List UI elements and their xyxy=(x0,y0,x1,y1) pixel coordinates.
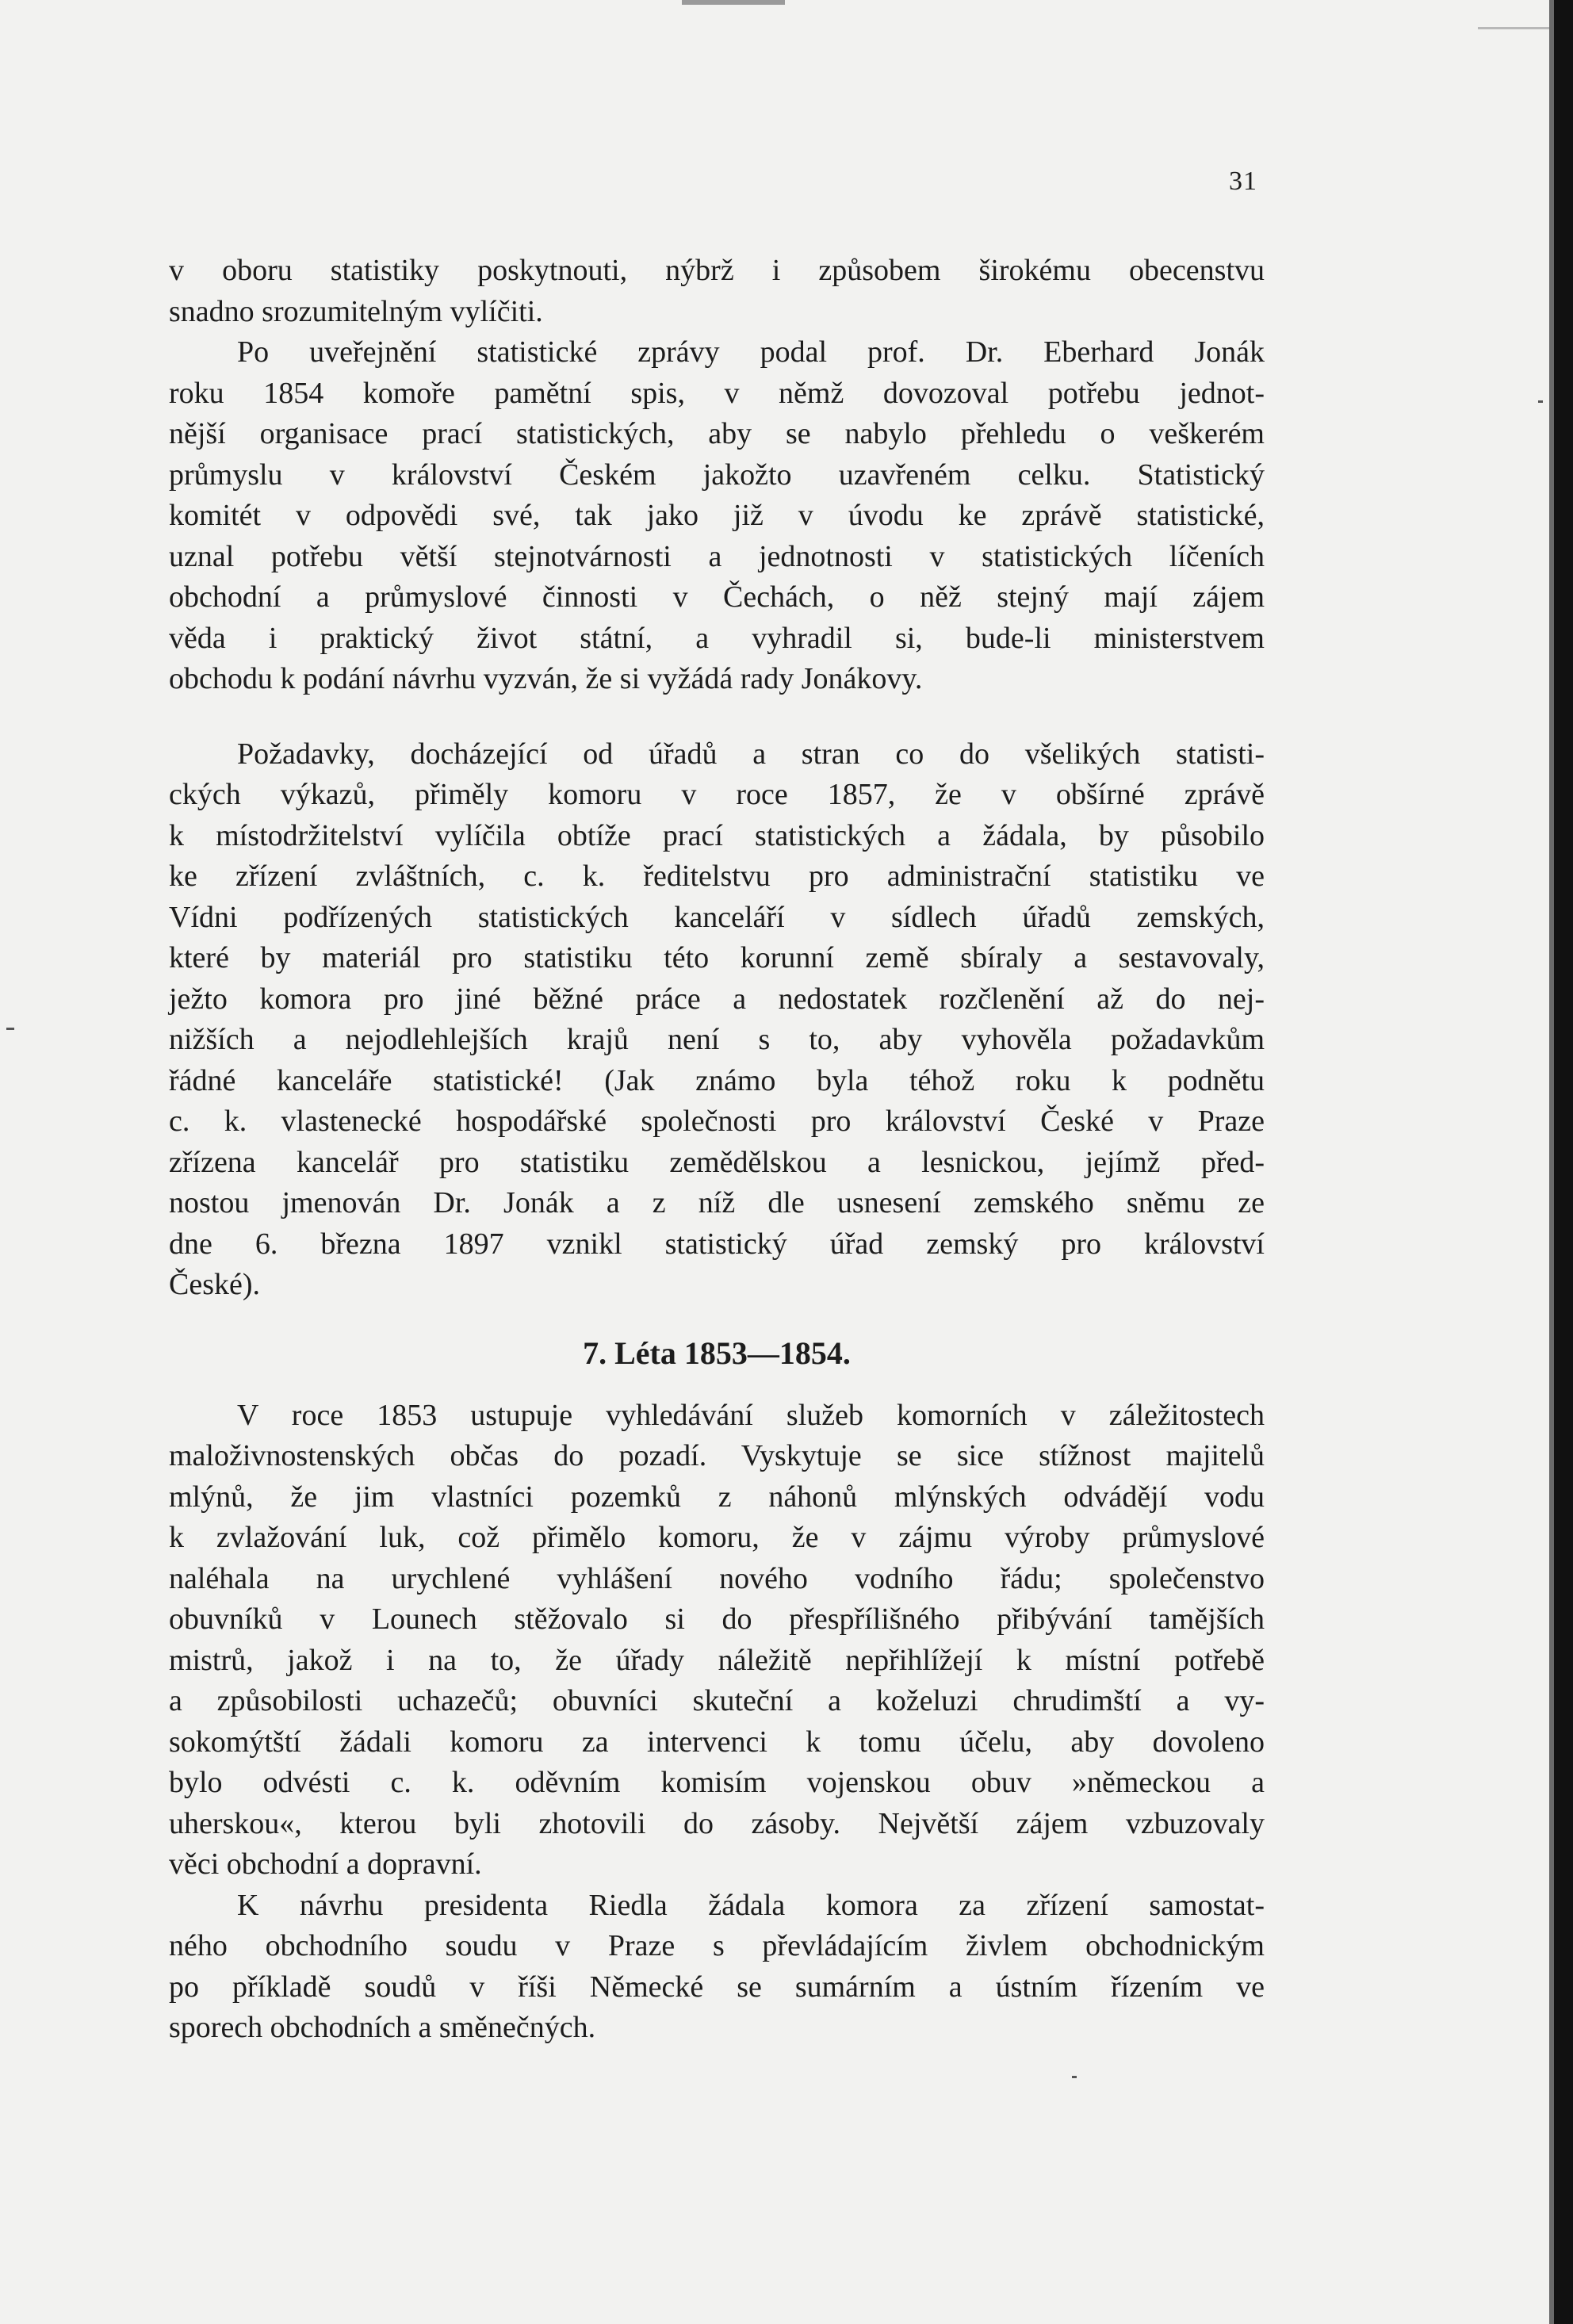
text-line: komitét v odpovědi své, tak jako již v úvodu ke zprávě statistické, xyxy=(169,499,1265,532)
scan-speck xyxy=(6,1028,14,1030)
text-line: K návrhu presidenta Riedla žádala komora za zřízení samostat- xyxy=(237,1888,1265,1922)
paragraph-spacer xyxy=(169,700,1265,734)
page-number: 31 xyxy=(1229,167,1257,196)
text-line: v oboru statistiky poskytnouti, nýbrž i způsobem širokému obecenstvu xyxy=(169,254,1265,287)
text-line: ke zřízení zvláštních, c. k. ředitelstvu pro administrační statistiku ve xyxy=(169,860,1265,893)
text-line: nostou jmenován Dr. Jonák a z níž dle usnesení zemského sněmu ze xyxy=(169,1186,1265,1219)
text-line: obchodu k podání návrhu vyzván, že si vyžádá rady Jonákovy. xyxy=(169,662,923,695)
section-spacer xyxy=(169,1306,1265,1332)
text-line: po příkladě soudů v říši Německé se sumárním a ústním řízením ve xyxy=(169,1970,1265,2004)
text-line: roku 1854 komoře pamětní spis, v němž dovozoval potřebu jednot- xyxy=(169,376,1265,410)
scan-edge-top-right xyxy=(1478,27,1549,29)
text-line: uznal potřebu větší stejnotvárnosti a jednotnosti v statistických líčeních xyxy=(169,539,1265,573)
text-line: řádné kanceláře statistické! (Jak známo byla téhož roku k podnětu xyxy=(169,1063,1265,1097)
text-line: ckých výkazů, přiměly komoru v roce 1857, že v obšírné zprávě xyxy=(169,778,1265,811)
section-heading: 7. Léta 1853—1854. xyxy=(583,1334,851,1371)
text-line: k zvlažování luk, což přimělo komoru, že v zájmu výroby průmyslové xyxy=(169,1521,1265,1554)
text-line: bylo odvésti c. k. oděvním komisím vojenskou obuv »německou a xyxy=(169,1766,1265,1799)
text-line: průmyslu v království Českém jakožto uzavřeném celku. Statistický xyxy=(169,458,1265,492)
text-line: uherskou«, kterou byli zhotovili do zásoby. Největší zájem vzbuzovaly xyxy=(169,1806,1265,1840)
text-line: zřízena kancelář pro statistiku zemědělskou a lesnickou, jejímž před- xyxy=(169,1145,1265,1179)
text-line: ného obchodního soudu v Praze s převládajícím živlem obchodnickým xyxy=(169,1929,1265,1962)
text-line: Po uveřejnění statistické zprávy podal prof. Dr. Eberhard Jonák xyxy=(237,335,1265,369)
text-line: obuvníků v Lounech stěžovalo si do přespřílišného přibývání tamějších xyxy=(169,1602,1265,1636)
text-line: snadno srozumitelným vylíčiti. xyxy=(169,294,543,328)
text-line: ježto komora pro jiné běžné práce a nedostatek rozčlenění až do nej- xyxy=(169,982,1265,1016)
paragraph xyxy=(169,332,1265,700)
text-line: České). xyxy=(169,1268,261,1301)
text-line: sporech obchodních a směnečných. xyxy=(169,2011,596,2044)
paragraph xyxy=(169,1886,1265,2049)
text-line: dne 6. března 1897 vznikl statistický úřad zemský pro království xyxy=(169,1227,1265,1261)
scan-edge-right xyxy=(1554,0,1573,2324)
paragraph xyxy=(169,734,1265,1306)
scan-edge-top xyxy=(682,0,785,5)
text-line: maloživnostenských občas do pozadí. Vyskytuje se sice stížnost majitelů xyxy=(169,1439,1265,1472)
text-line: věda i praktický život státní, a vyhradil si, bude-li ministerstvem xyxy=(169,621,1265,655)
scan-speck xyxy=(1538,400,1543,403)
text-line: a způsobilosti uchazečů; obuvníci skuteční a koželuzi chrudimští a vy- xyxy=(169,1684,1265,1717)
text-line: c. k. vlastenecké hospodářské společnosti pro království České v Praze xyxy=(169,1105,1265,1138)
section-spacer xyxy=(169,1375,1265,1396)
body-text xyxy=(169,251,1265,2049)
text-line: Vídni podřízených statistických kanceláří v sídlech úřadů zemských, xyxy=(169,900,1265,934)
text-line: obchodní a průmyslové činnosti v Čechách, o něž stejný mají zájem xyxy=(169,580,1265,614)
text-line: mistrů, jakož i na to, že úřady náležitě nepřihlížejí k místní potřebě xyxy=(169,1643,1265,1677)
text-line: věci obchodní a dopravní. xyxy=(169,1847,482,1881)
text-line: naléhala na urychlené vyhlášení nového vodního řádu; společenstvo xyxy=(169,1561,1265,1595)
text-line: k místodržitelství vylíčila obtíže prací statistických a žádala, by působilo xyxy=(169,818,1265,852)
text-line: V roce 1853 ustupuje vyhledávání služeb komorních v záležitostech xyxy=(237,1398,1265,1432)
text-line: sokomýtští žádali komoru za intervenci k tomu účelu, aby dovoleno xyxy=(169,1725,1265,1759)
paragraph xyxy=(169,251,1265,332)
scan-speck xyxy=(1072,2076,1077,2078)
text-line: mlýnů, že jim vlastníci pozemků z náhonů mlýnských odvádějí vodu xyxy=(169,1480,1265,1514)
text-line: které by materiál pro statistiku této korunní země sbíraly a sestavovaly, xyxy=(169,941,1265,974)
text-line: nižších a nejodlehlejších krajů není s to, aby vyhověla požadavkům xyxy=(169,1023,1265,1056)
text-line: Požadavky, docházející od úřadů a stran co do všelikých statisti- xyxy=(237,737,1265,771)
text-line: nější organisace prací statistických, aby se nabylo přehledu o veškerém xyxy=(169,417,1265,450)
paragraph xyxy=(169,1396,1265,1886)
